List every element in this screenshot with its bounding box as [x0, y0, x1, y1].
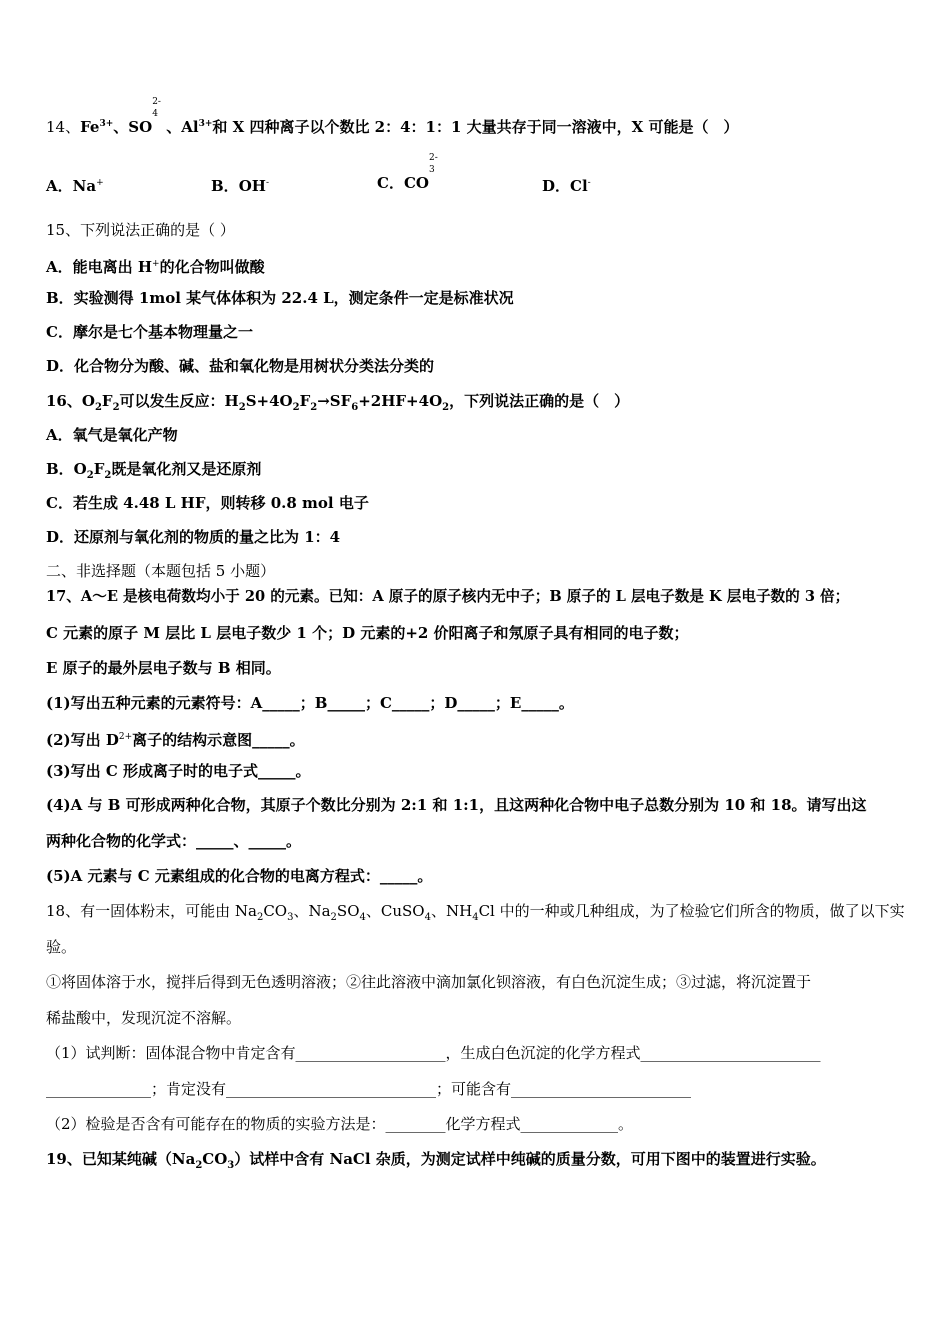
q17-part-4a: (4)A 与 B 可形成两种化合物，其原子个数比分别为 2:1 和 1:1，且这两种化合物中电子总数分别为 10 和 18。请写出这 — [46, 796, 867, 814]
q15-option-d: D．化合物分为酸、碱、盐和氧化物是用树状分类法分类的 — [46, 357, 435, 375]
option-charge: - — [587, 178, 591, 188]
q18-part-1a: （1）试判断：固体混合物中肯定含有____________________，生成白色沉淀的化学方程式________________________ — [46, 1044, 821, 1062]
q18-line-1 — [46, 901, 905, 928]
q16-option-a: A．氧气是氧化产物 — [46, 426, 178, 444]
option-ion: CO — [403, 174, 429, 192]
option-count: 3 — [428, 165, 435, 175]
q18-part-1b: ______________；肯定没有____________________________；可能含有________________________ — [46, 1080, 692, 1098]
stem-text: S+4O — [245, 392, 293, 410]
q15-option-b: B．实验测得 1mol 某气体体积为 22.4 L，测定条件一定是标准状况 — [46, 289, 514, 307]
option-text: B．O — [46, 460, 87, 478]
option-charge: + — [96, 178, 104, 188]
stem-text: 可以发生反应：H — [119, 392, 239, 410]
part-text: (2)写出 D — [46, 731, 119, 749]
ion-fe: Fe — [80, 118, 100, 136]
option-label: C． — [377, 174, 404, 192]
q17-line-2: C 元素的原子 M 层比 L 层电子数少 1 个；D 元素的+2 价阳离子和氖原子具有相同的电子数； — [46, 624, 689, 642]
q14-option-b — [211, 173, 269, 196]
subscript: 2 — [256, 912, 264, 923]
stem-text: CO — [263, 902, 288, 920]
subscript: 2 — [330, 912, 337, 923]
option-ion: OH — [238, 177, 266, 195]
q14-number: 14、 — [46, 118, 81, 136]
q18-line-4: 稀盐酸中，发现沉淀不溶解。 — [46, 1009, 242, 1027]
option-label: A． — [46, 177, 73, 195]
stem-text: F — [101, 392, 113, 410]
stem-text: +2HF+4O — [358, 392, 443, 410]
option-text: 既是氧化剂又是还原剂 — [111, 460, 262, 478]
stem-text: 、NH — [430, 902, 473, 920]
q18-part-2: （2）检验是否含有可能存在的物质的实验方法是：________化学方程式_____________。 — [46, 1115, 634, 1133]
stem-text: 18、有一固体粉末，可能由 Na — [46, 902, 257, 920]
subscript: 4 — [359, 912, 366, 923]
q17-part-1: (1)写出五种元素的元素符号：A_____；B_____；C_____；D_____；E_____。 — [46, 694, 574, 712]
option-ion: Na — [72, 177, 97, 195]
q14-option-c — [377, 153, 438, 193]
q14-stem — [46, 97, 739, 137]
ion-charge: 2+ — [118, 732, 133, 742]
subscript: 6 — [351, 402, 359, 413]
q14-stem-text: 和 X 四种离子以个数比 2：4：1：1 大量共存于同一溶液中，X 可能是（ ） — [212, 118, 739, 136]
subscript: 2 — [94, 402, 102, 413]
separator: 、 — [113, 118, 129, 136]
q16-stem — [46, 391, 629, 418]
q15-stem: 15、下列说法正确的是（ ） — [46, 221, 235, 239]
subscript: 2 — [292, 402, 300, 413]
subscript: 4 — [472, 912, 479, 923]
subscript: 2 — [112, 402, 120, 413]
subscript: 2 — [195, 1160, 203, 1171]
option-label: D． — [542, 177, 571, 195]
ion-fe-charge: 3+ — [99, 119, 114, 129]
option-text: A．能电离出 H — [46, 258, 153, 276]
stem-text: 16、O — [46, 392, 95, 410]
q16-option-b — [46, 459, 261, 486]
option-text: F — [93, 460, 105, 478]
q17-line-1: 17、A～E 是核电荷数均小于 20 的元素。已知：A 原子的原子核内无中子；B 原子的 L 层电子数是 K 层电子数的 3 倍； — [46, 588, 850, 605]
ion-sulfate-count: 4 — [152, 109, 158, 119]
q17-part-5: (5)A 元素与 C 元素组成的化合物的电离方程式：_____。 — [46, 867, 433, 885]
stem-text: Cl 中的一种或几种组成，为了检验它们所含的物质，做了以下实 — [478, 902, 905, 920]
q15-option-a — [46, 254, 265, 277]
subscript: 2 — [238, 402, 246, 413]
ion-sulfate-charge: 2- — [152, 97, 161, 107]
q19-stem — [46, 1149, 826, 1176]
ion-sulfate-symbol: SO — [128, 118, 153, 136]
subscript: 2 — [104, 470, 112, 481]
q17-part-4b: 两种化合物的化学式：_____、_____。 — [46, 832, 302, 850]
stem-text: CO — [202, 1150, 228, 1168]
option-ion: Cl — [570, 177, 588, 195]
stem-text: F — [299, 392, 311, 410]
stem-text: ，下列说法正确的是（ ） — [449, 392, 630, 410]
q17-part-2 — [46, 727, 305, 750]
separator: 、 — [166, 118, 182, 136]
q17-line-3: E 原子的最外层电子数与 B 相同。 — [46, 659, 281, 677]
q14-option-d — [542, 173, 591, 196]
option-charge: 2- — [428, 153, 438, 163]
part-text: 离子的结构示意图_____。 — [132, 731, 305, 749]
ion-al: Al — [181, 118, 199, 136]
option-charge: - — [265, 178, 269, 188]
q18-line-2: 验。 — [46, 938, 77, 956]
stem-text: 、Na — [293, 902, 331, 920]
q14-option-a — [46, 173, 104, 196]
subscript: 4 — [424, 912, 431, 923]
option-charge: + — [152, 259, 160, 269]
stem-text: 19、已知某纯碱（Na — [46, 1150, 196, 1168]
subscript: 2 — [310, 402, 318, 413]
option-text: 的化合物叫做酸 — [159, 258, 265, 276]
option-label: B． — [211, 177, 239, 195]
ion-al-charge: 3+ — [198, 119, 213, 129]
q15-option-c: C．摩尔是七个基本物理量之一 — [46, 323, 253, 341]
subscript: 2 — [86, 470, 94, 481]
subscript: 2 — [442, 402, 450, 413]
q17-part-3: (3)写出 C 形成离子时的电子式_____。 — [46, 762, 311, 780]
ion-sulfate — [128, 97, 161, 137]
q18-line-3: ①将固体溶于水，搅拌后得到无色透明溶液；②往此溶液中滴加氯化钡溶液，有白色沉淀生成；③过滤，将沉淀置于 — [46, 973, 812, 991]
q16-option-c: C．若生成 4.48 L HF，则转移 0.8 mol 电子 — [46, 494, 369, 512]
stem-text: →SF — [317, 392, 352, 410]
q16-option-d: D．还原剂与氧化剂的物质的量之比为 1：4 — [46, 528, 341, 546]
subscript: 3 — [287, 912, 294, 923]
stem-text: 、CuSO — [365, 902, 425, 920]
section-heading: 二、非选择题（本题包括 5 小题） — [46, 562, 276, 580]
subscript: 3 — [227, 1160, 235, 1171]
stem-text: ）试样中含有 NaCl 杂质，为测定试样中纯碱的质量分数，可用下图中的装置进行实验。 — [234, 1150, 826, 1168]
ion-carbonate — [403, 153, 438, 193]
stem-text: SO — [336, 902, 360, 920]
